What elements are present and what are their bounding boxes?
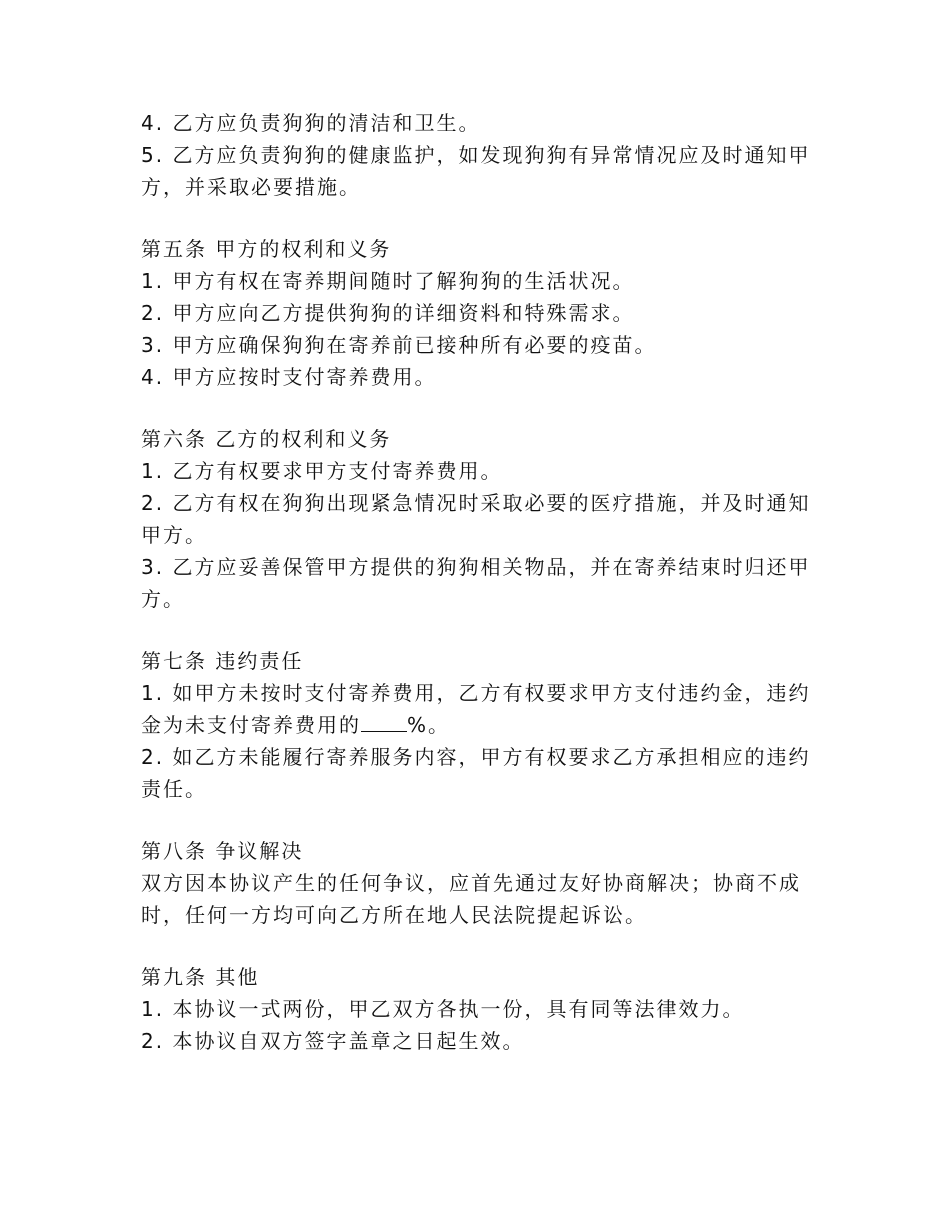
clause-line: 1. 甲方有权在寄养期间随时了解狗狗的生活状况。 bbox=[141, 269, 635, 293]
article-heading: 第六条 乙方的权利和义务 bbox=[141, 427, 392, 451]
clause-line-with-blank bbox=[141, 709, 810, 741]
section-article-9 bbox=[141, 961, 810, 1057]
clause-line: 5. 乙方应负责狗狗的健康监护，如发现狗狗有异常情况应及时通知甲 bbox=[141, 143, 811, 167]
clause-line: 3. 乙方应妥善保管甲方提供的狗狗相关物品，并在寄养结束时归还甲 bbox=[141, 555, 811, 579]
clause-line: 方。 bbox=[141, 587, 185, 611]
clause-line: 4. 甲方应按时支付寄养费用。 bbox=[141, 365, 437, 389]
clause-text: 金为未支付寄养费用的 bbox=[141, 713, 361, 737]
section-gap bbox=[141, 931, 810, 961]
clause-line: 责任。 bbox=[141, 777, 207, 801]
section-gap bbox=[141, 393, 810, 423]
section-gap bbox=[141, 805, 810, 835]
article-heading: 第九条 其他 bbox=[141, 965, 260, 989]
clause-line: 时，任何一方均可向乙方所在地人民法院提起诉讼。 bbox=[141, 903, 647, 927]
clause-line: 2. 本协议自双方签字盖章之日起生效。 bbox=[141, 1029, 525, 1053]
section-article-6 bbox=[141, 423, 810, 615]
section-article-5 bbox=[141, 233, 810, 393]
clause-line: 双方因本协议产生的任何争议，应首先通过友好协商解决；协商不成 bbox=[141, 871, 801, 895]
clause-line: 1. 乙方有权要求甲方支付寄养费用。 bbox=[141, 459, 503, 483]
article-heading: 第七条 违约责任 bbox=[141, 649, 304, 673]
clause-line: 1. 本协议一式两份，甲乙双方各执一份，具有同等法律效力。 bbox=[141, 997, 745, 1021]
section-article-8 bbox=[141, 835, 810, 931]
clause-text: %。 bbox=[407, 713, 451, 737]
article-heading: 第五条 甲方的权利和义务 bbox=[141, 237, 392, 261]
clause-line: 1. 如甲方未按时支付寄养费用，乙方有权要求甲方支付违约金，违约 bbox=[141, 681, 811, 705]
fill-in-blank bbox=[361, 709, 407, 732]
clause-line: 方，并采取必要措施。 bbox=[141, 175, 361, 199]
section-continued-obligations bbox=[141, 107, 810, 203]
clause-line: 2. 甲方应向乙方提供狗狗的详细资料和特殊需求。 bbox=[141, 301, 635, 325]
article-heading: 第八条 争议解决 bbox=[141, 839, 304, 863]
section-article-7 bbox=[141, 645, 810, 805]
clause-line: 3. 甲方应确保狗狗在寄养前已接种所有必要的疫苗。 bbox=[141, 333, 657, 357]
clause-line: 2. 如乙方未能履行寄养服务内容，甲方有权要求乙方承担相应的违约 bbox=[141, 745, 811, 769]
section-gap bbox=[141, 615, 810, 645]
clause-line: 2. 乙方有权在狗狗出现紧急情况时采取必要的医疗措施，并及时通知 bbox=[141, 491, 811, 515]
section-gap bbox=[141, 203, 810, 233]
clause-line: 4. 乙方应负责狗狗的清洁和卫生。 bbox=[141, 111, 481, 135]
clause-line: 甲方。 bbox=[141, 523, 207, 547]
